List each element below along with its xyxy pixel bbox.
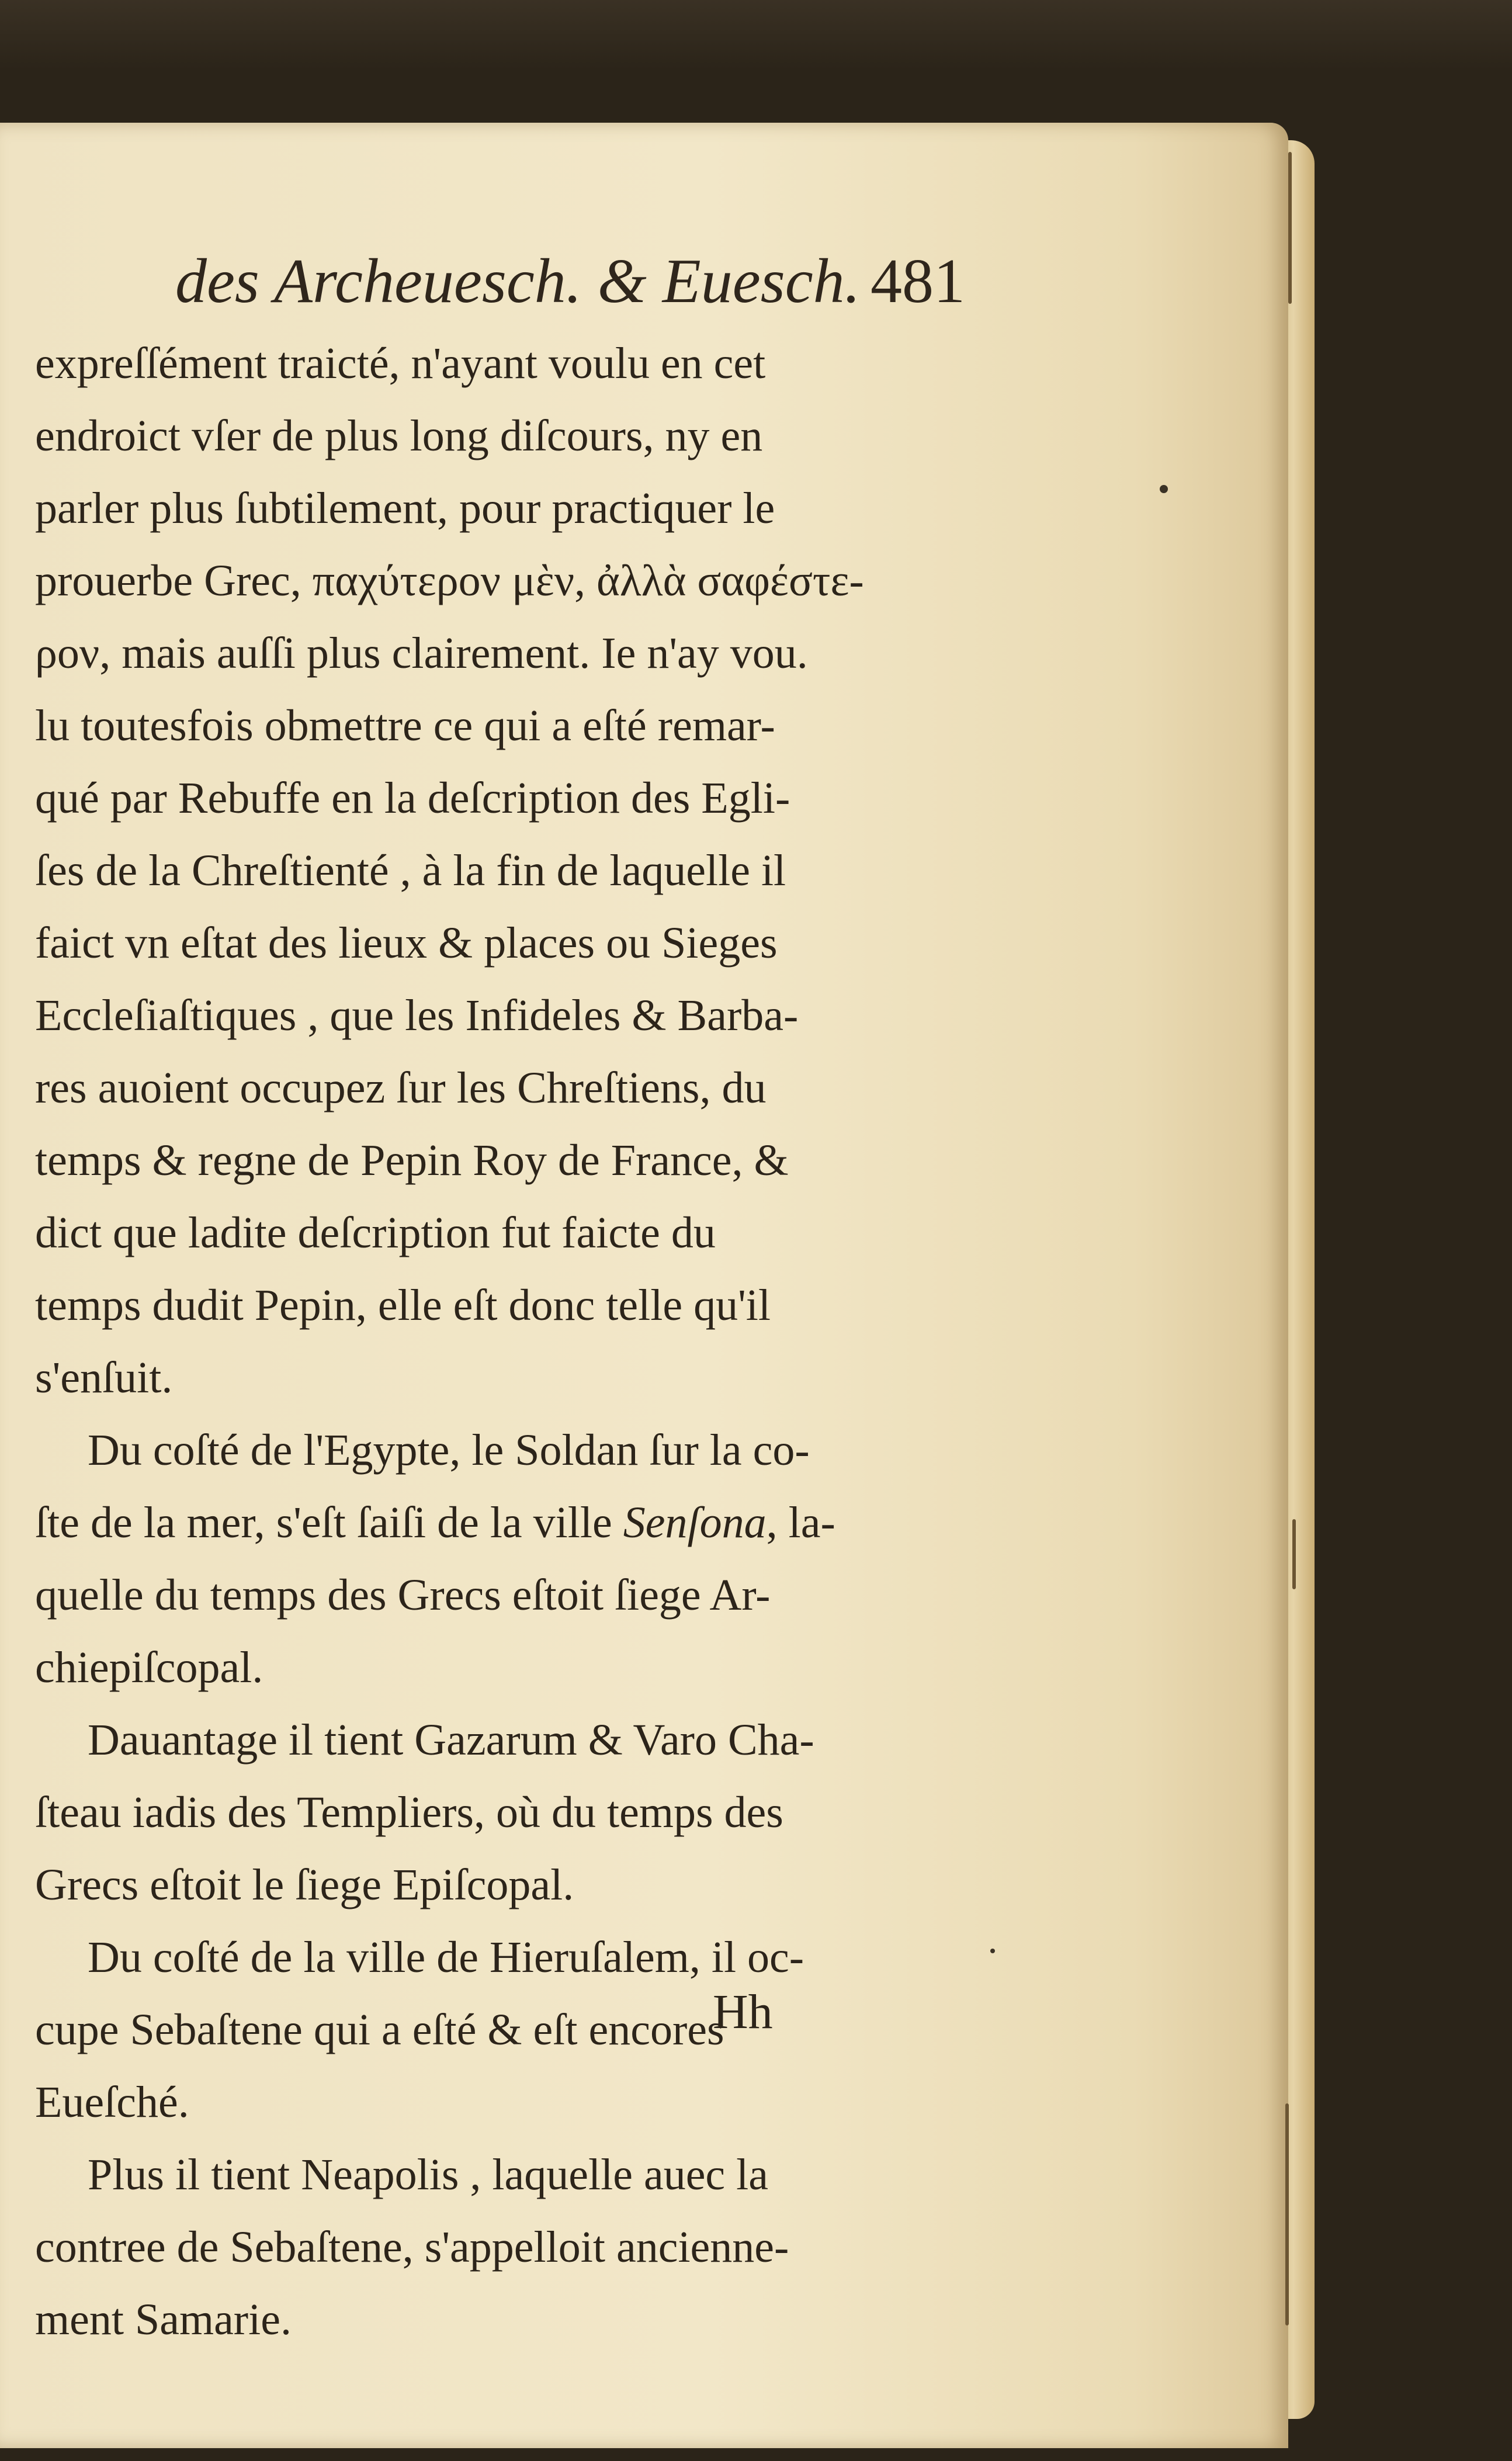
text-line: quelle du temps des Grecs eſtoit ſiege Ar-: [35, 1571, 771, 1620]
text-line: expreſſément traicté, n'ayant voulu en cet: [35, 339, 766, 388]
running-title: des Archeuesch. & Euesch.: [175, 247, 861, 316]
fore-edge-mark: [1285, 2103, 1289, 2325]
fore-edge-mark: [1292, 1519, 1296, 1589]
text-line: ment Samarie.: [35, 2295, 292, 2344]
text-line: s'enſuit.: [35, 1353, 173, 1402]
text-line: ρον, mais auſſi plus clairement. Ie n'ay vou.: [35, 629, 808, 678]
text-line: Grecs eſtoit le ſiege Epiſcopal.: [35, 1860, 574, 1909]
text-line: qué par Rebuffe en la deſcription des Egli-: [35, 774, 790, 823]
text-line: Du coſté de l'Egypte, le Soldan ſur la co-: [88, 1426, 810, 1475]
text-line: Eueſché.: [35, 2078, 189, 2127]
text-line: Du coſté de la ville de Hieruſalem, il oc-: [88, 1933, 804, 1982]
catchword: Hh: [713, 1985, 773, 2039]
page-number: 481: [871, 247, 965, 316]
running-header: [175, 245, 993, 327]
text-line: Dauantage il tient Gazarum & Varo Cha-: [88, 1715, 814, 1765]
ink-speck: [1160, 485, 1168, 493]
text-line: res auoient occupez ſur les Chreſtiens, du: [35, 1063, 767, 1112]
text-line: cupe Sebaſtene qui a eſté & eſt encores: [35, 2005, 724, 2054]
text-line: contree de Sebaſtene, s'appelloit ancienne-: [35, 2223, 789, 2272]
text-line: ſes de la Chreſtienté , à la fin de laquelle il: [35, 846, 786, 895]
text-segment: ſte de la mer, s'eſt ſaiſi de la ville: [35, 1498, 623, 1547]
text-line: [35, 1486, 993, 1559]
text-line: lu toutesfois obmettre ce qui a eſté remar-: [35, 701, 775, 750]
text-line: Plus il tient Neapolis , laquelle auec la: [88, 2150, 769, 2199]
text-segment: , la-: [766, 1498, 835, 1547]
text-line: Eccleſiaſtiques , que les Infideles & Barba-: [35, 991, 799, 1040]
fore-edge-mark: [1288, 152, 1292, 304]
text-line: parler plus ſubtilement, pour practiquer le: [35, 484, 775, 533]
text-line: prouerbe Grec, παχύτερον μὲν, ἀλλὰ σαφέστε-: [35, 556, 864, 605]
page-body-text: [35, 327, 993, 2356]
text-line: temps & regne de Pepin Roy de France, &: [35, 1136, 789, 1185]
text-line: chiepiſcopal.: [35, 1643, 263, 1692]
text-line: temps dudit Pepin, elle eſt donc telle qu'il: [35, 1281, 771, 1330]
place-name-italic: Senſona: [623, 1498, 767, 1547]
text-line: endroict vſer de plus long diſcours, ny en: [35, 411, 763, 460]
text-line: faict vn eſtat des lieux & places ou Sieges: [35, 918, 778, 968]
text-line: ſteau iadis des Templiers, où du temps des: [35, 1788, 783, 1837]
text-line: dict que ladite deſcription fut faicte du: [35, 1208, 716, 1257]
